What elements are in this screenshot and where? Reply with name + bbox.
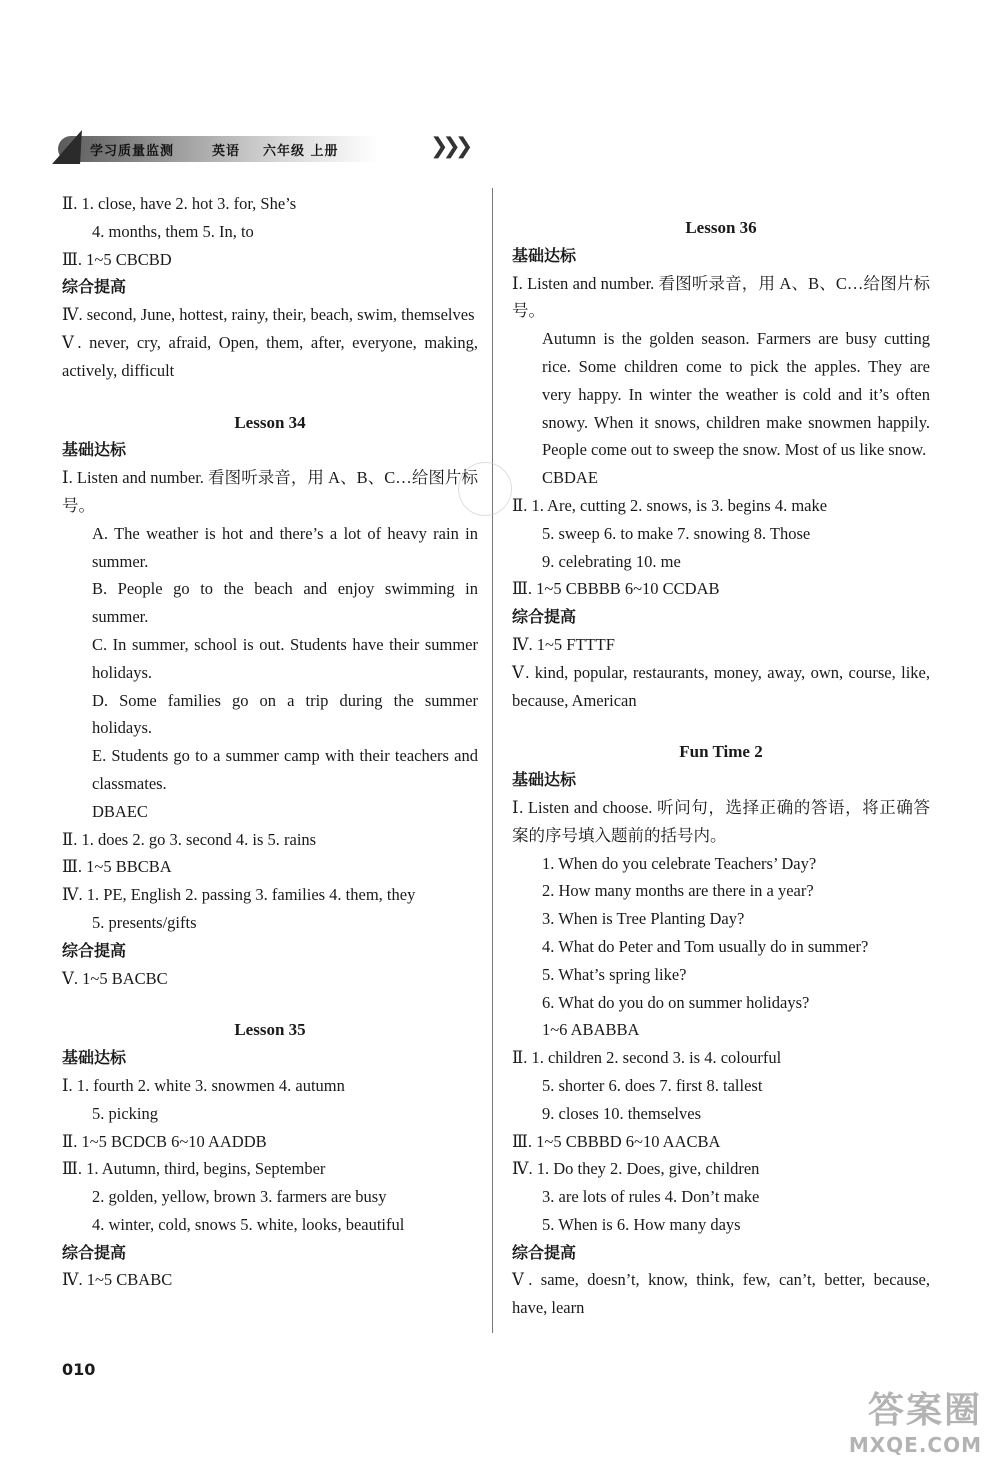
section-heading: 基础达标 xyxy=(62,440,127,460)
answer-line: 5. What’s spring like? xyxy=(542,964,687,984)
passage-text: B. People go to the beach and enjoy swimming in summer. xyxy=(92,579,478,627)
answer-line: Ⅴ. same, doesn’t, know, think, few, can’t, better, because, have, learn xyxy=(512,1270,930,1318)
section-heading: 综合提高 xyxy=(512,607,577,627)
watermark xyxy=(849,1382,982,1457)
answer-line: Ⅴ. never, cry, afraid, Open, them, after, everyone, making, actively, difficult xyxy=(62,332,478,380)
section-heading: 综合提高 xyxy=(62,1242,127,1262)
page-header xyxy=(58,130,468,166)
answer-line: Ⅴ. kind, popular, restaurants, money, away, own, course, like, because, American xyxy=(512,662,930,710)
answer-line: Ⅳ. 1~5 CBABC xyxy=(62,1270,173,1290)
column-divider xyxy=(492,188,493,1333)
answer-line: Ⅰ. Listen and number. 看图听录音，用 A、B、C…给图片标号。 xyxy=(62,468,478,515)
answer-line: Ⅳ. second, June, hottest, rainy, their, beach, swim, themselves xyxy=(62,305,475,325)
chevron-right-icon: ❯❯❯ xyxy=(430,134,468,159)
section-heading: 基础达标 xyxy=(512,245,577,265)
passage-text: D. Some families go on a trip during the summer holidays. xyxy=(92,690,478,738)
section-title: Lesson 35 xyxy=(234,1020,306,1040)
section-heading: 综合提高 xyxy=(62,940,127,960)
answer-line: Ⅳ. 1. PE, English 2. passing 3. families 4. them, they xyxy=(62,885,416,905)
section-title: Fun Time 2 xyxy=(679,742,763,762)
answer-line: Ⅳ. 1~5 FTTTF xyxy=(512,634,615,654)
answer-line: Ⅱ. 1. close, have 2. hot 3. for, She’s xyxy=(62,194,297,213)
answer-line: Ⅲ. 1. Autumn, third, begins, September xyxy=(62,1159,326,1179)
answer-line: Ⅴ. 1~5 BACBC xyxy=(62,968,168,988)
answer-line: 5. picking xyxy=(92,1103,158,1123)
watermark-url: MXQE.COM xyxy=(848,1433,982,1457)
header-subject: 英语 xyxy=(212,144,241,159)
answer-line: DBAEC xyxy=(92,801,148,821)
answer-line: 2. golden, yellow, brown 3. farmers are busy xyxy=(92,1187,387,1207)
answer-line: Ⅳ. 1. Do they 2. Does, give, children xyxy=(512,1159,760,1179)
answer-line: 9. closes 10. themselves xyxy=(542,1103,702,1123)
answer-line: 1. When do you celebrate Teachers’ Day? xyxy=(542,853,817,873)
answer-line: 4. winter, cold, snows 5. white, looks, beautiful xyxy=(92,1214,405,1234)
header-series: 学习质量监测 xyxy=(90,144,175,159)
section-heading: 基础达标 xyxy=(512,770,577,790)
passage-text: C. In summer, school is out. Students have their summer holidays. xyxy=(92,634,478,682)
left-column xyxy=(62,190,478,1294)
answer-line: 2. How many months are there in a year? xyxy=(542,881,814,901)
section-title: Lesson 34 xyxy=(234,412,306,432)
watermark-logo: 答案圈 xyxy=(867,1390,982,1431)
answer-line: Ⅲ. 1~5 BBCBA xyxy=(62,857,172,877)
right-column xyxy=(512,190,930,1322)
passage-text: Autumn is the golden season. Farmers are busy cutting rice. Some children come to pick the apples. They are very happy. In winter the weather is cold and it’s often snowy. When it snows, children make snowmen happily. People come out to sweep the snow. Most of us like snow. xyxy=(542,329,930,460)
passage-text: E. Students go to a summer camp with their teachers and classmates. xyxy=(92,746,478,793)
answer-line: Ⅰ. Listen and number. 看图听录音，用 A、B、C…给图片标号。 xyxy=(512,273,930,321)
answer-line: CBDAE xyxy=(542,468,598,488)
section-title: Lesson 36 xyxy=(685,218,757,237)
answer-line: 5. sweep 6. to make 7. snowing 8. Those xyxy=(542,523,811,543)
section-heading: 基础达标 xyxy=(62,1048,127,1068)
answer-line: 3. When is Tree Planting Day? xyxy=(542,909,745,929)
ink-stamp-icon xyxy=(458,462,512,516)
answer-line: 1~6 ABABBA xyxy=(542,1020,640,1040)
answer-line: Ⅲ. 1~5 CBCBD xyxy=(62,249,172,269)
answer-line: Ⅰ. 1. fourth 2. white 3. snowmen 4. autumn xyxy=(62,1075,345,1095)
answer-line: Ⅱ. 1. children 2. second 3. is 4. colourful xyxy=(512,1048,782,1068)
answer-line: 9. celebrating 10. me xyxy=(542,551,681,571)
answer-line: Ⅲ. 1~5 CBBBD 6~10 AACBA xyxy=(512,1131,721,1151)
header-grade: 六年级 上册 xyxy=(263,144,339,159)
answer-line: 3. are lots of rules 4. Don’t make xyxy=(542,1187,760,1207)
section-heading: 综合提高 xyxy=(62,277,127,297)
answer-line: Ⅱ. 1. does 2. go 3. second 4. is 5. rains xyxy=(62,829,317,849)
answer-line: 4. months, them 5. In, to xyxy=(92,221,254,241)
answer-line: Ⅰ. Listen and choose. 听问句，选择正确的答语，将正确答案的序号填入题前的括号内。 xyxy=(512,797,930,845)
answer-line: 5. When is 6. How many days xyxy=(542,1214,741,1234)
answer-line: Ⅱ. 1. Are, cutting 2. snows, is 3. begins 4. make xyxy=(512,495,828,515)
section-heading: 综合提高 xyxy=(512,1242,577,1262)
answer-line: Ⅱ. 1~5 BCDCB 6~10 AADDB xyxy=(62,1131,267,1151)
answer-line: 5. shorter 6. does 7. first 8. tallest xyxy=(542,1075,763,1095)
passage-text: A. The weather is hot and there’s a lot of heavy rain in summer. xyxy=(92,523,478,571)
answer-line: 6. What do you do on summer holidays? xyxy=(542,992,810,1012)
answer-line: 5. presents/gifts xyxy=(92,912,197,932)
page-number: 010 xyxy=(62,1360,96,1379)
answer-line: 4. What do Peter and Tom usually do in summer? xyxy=(542,936,869,956)
answer-line: Ⅲ. 1~5 CBBBB 6~10 CCDAB xyxy=(512,579,720,599)
